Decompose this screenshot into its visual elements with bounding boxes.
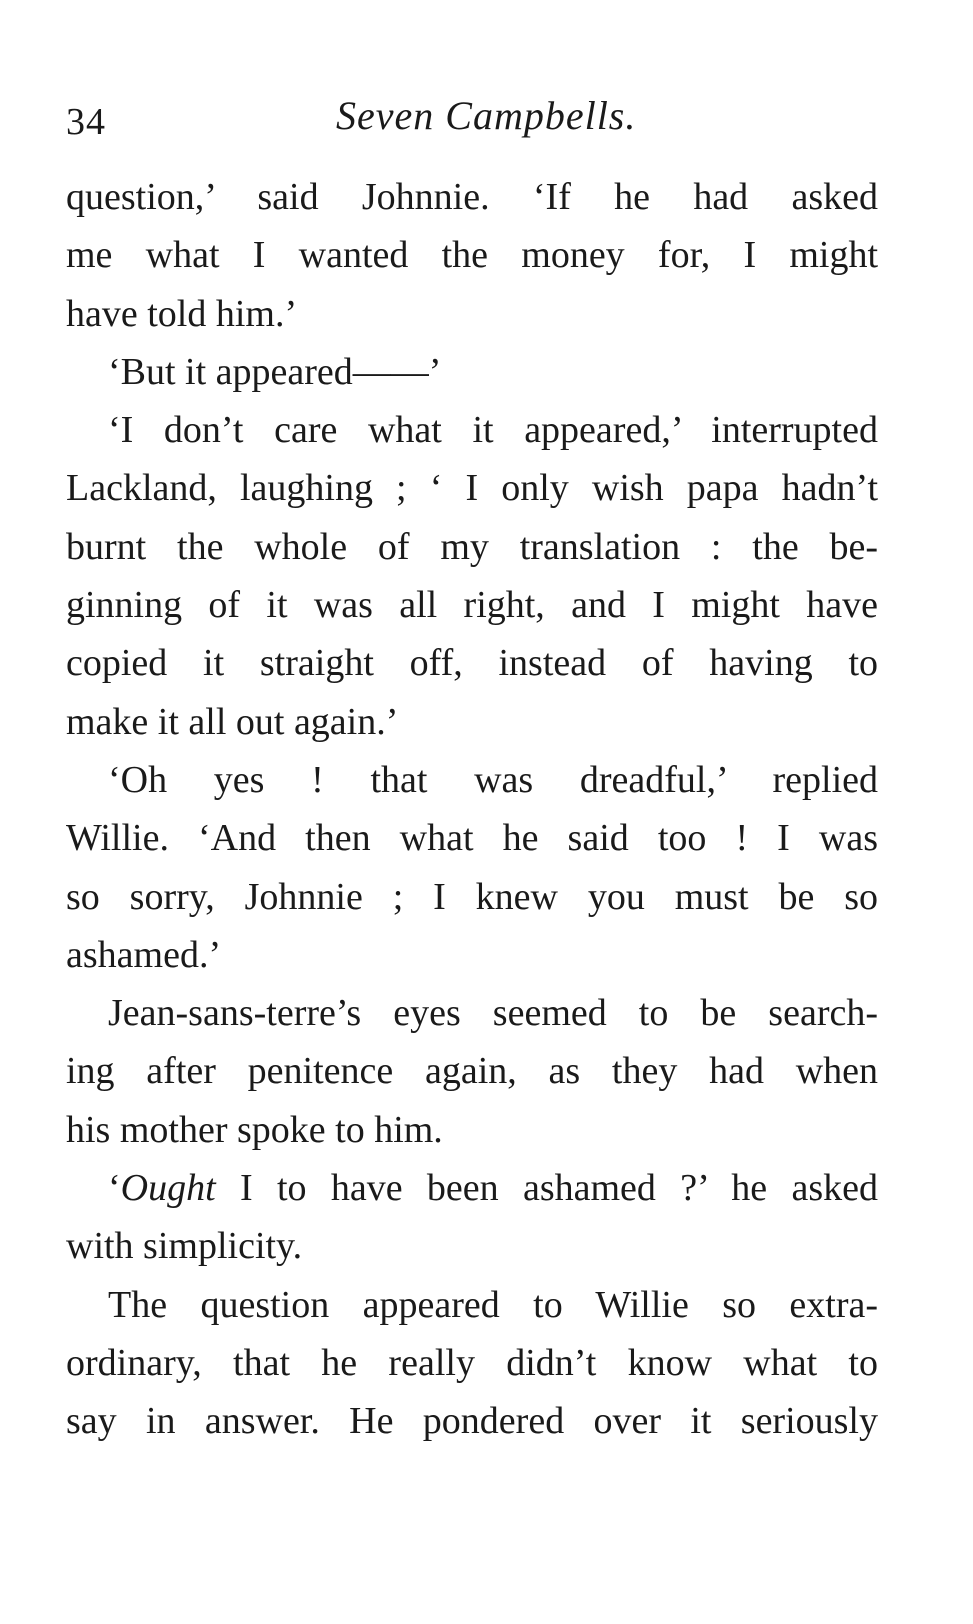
text-line: ashamed.’ [66, 933, 222, 976]
text-line: ‘I don’t care what it appeared,’ interrupted [108, 409, 878, 452]
text-line: ginning of it was all right, and I might have [66, 584, 878, 627]
text-line: say in answer. He pondered over it seriously [66, 1400, 878, 1443]
text-line: copied it straight off, instead of having to [66, 642, 878, 685]
text-line [66, 1159, 878, 1217]
text-line: ‘But it appeared——’ [108, 350, 442, 393]
text-line: Willie. ‘And then what he said too ! I was [66, 817, 878, 860]
text-line: The question appeared to Willie so extra- [108, 1283, 878, 1326]
running-title: Seven Campbells. [336, 93, 637, 138]
text-line: ing after penitence again, as they had when [66, 1050, 878, 1093]
emphasis-word: Ought [120, 1167, 216, 1210]
line-remainder: I to have been ashamed ?’ he asked [215, 1167, 878, 1210]
text-line: Lackland, laughing ; ‘ I only wish papa hadn’t [66, 467, 878, 510]
text-line: his mother spoke to him. [66, 1108, 443, 1151]
text-line: question,’ said Johnnie. ‘If he had asked [66, 176, 878, 218]
page-number: 34 [66, 101, 106, 143]
page-header [66, 92, 878, 152]
text-line: ordinary, that he really didn’t know what to [66, 1341, 878, 1384]
text-line: burnt the whole of my translation : the be- [66, 525, 878, 568]
text-line: with simplicity. [66, 1225, 303, 1268]
text-line: so sorry, Johnnie ; I knew you must be so [66, 875, 878, 918]
body-text [66, 168, 878, 1451]
text-line: have told him.’ [66, 292, 298, 335]
open-quote: ‘ [108, 1167, 121, 1210]
text-line: Jean-sans-terre’s eyes seemed to be search- [108, 992, 878, 1035]
text-line: make it all out again.’ [66, 700, 399, 743]
text-line: me what I wanted the money for, I might [66, 234, 878, 277]
text-line: ‘Oh yes ! that was dreadful,’ replied [108, 758, 878, 801]
